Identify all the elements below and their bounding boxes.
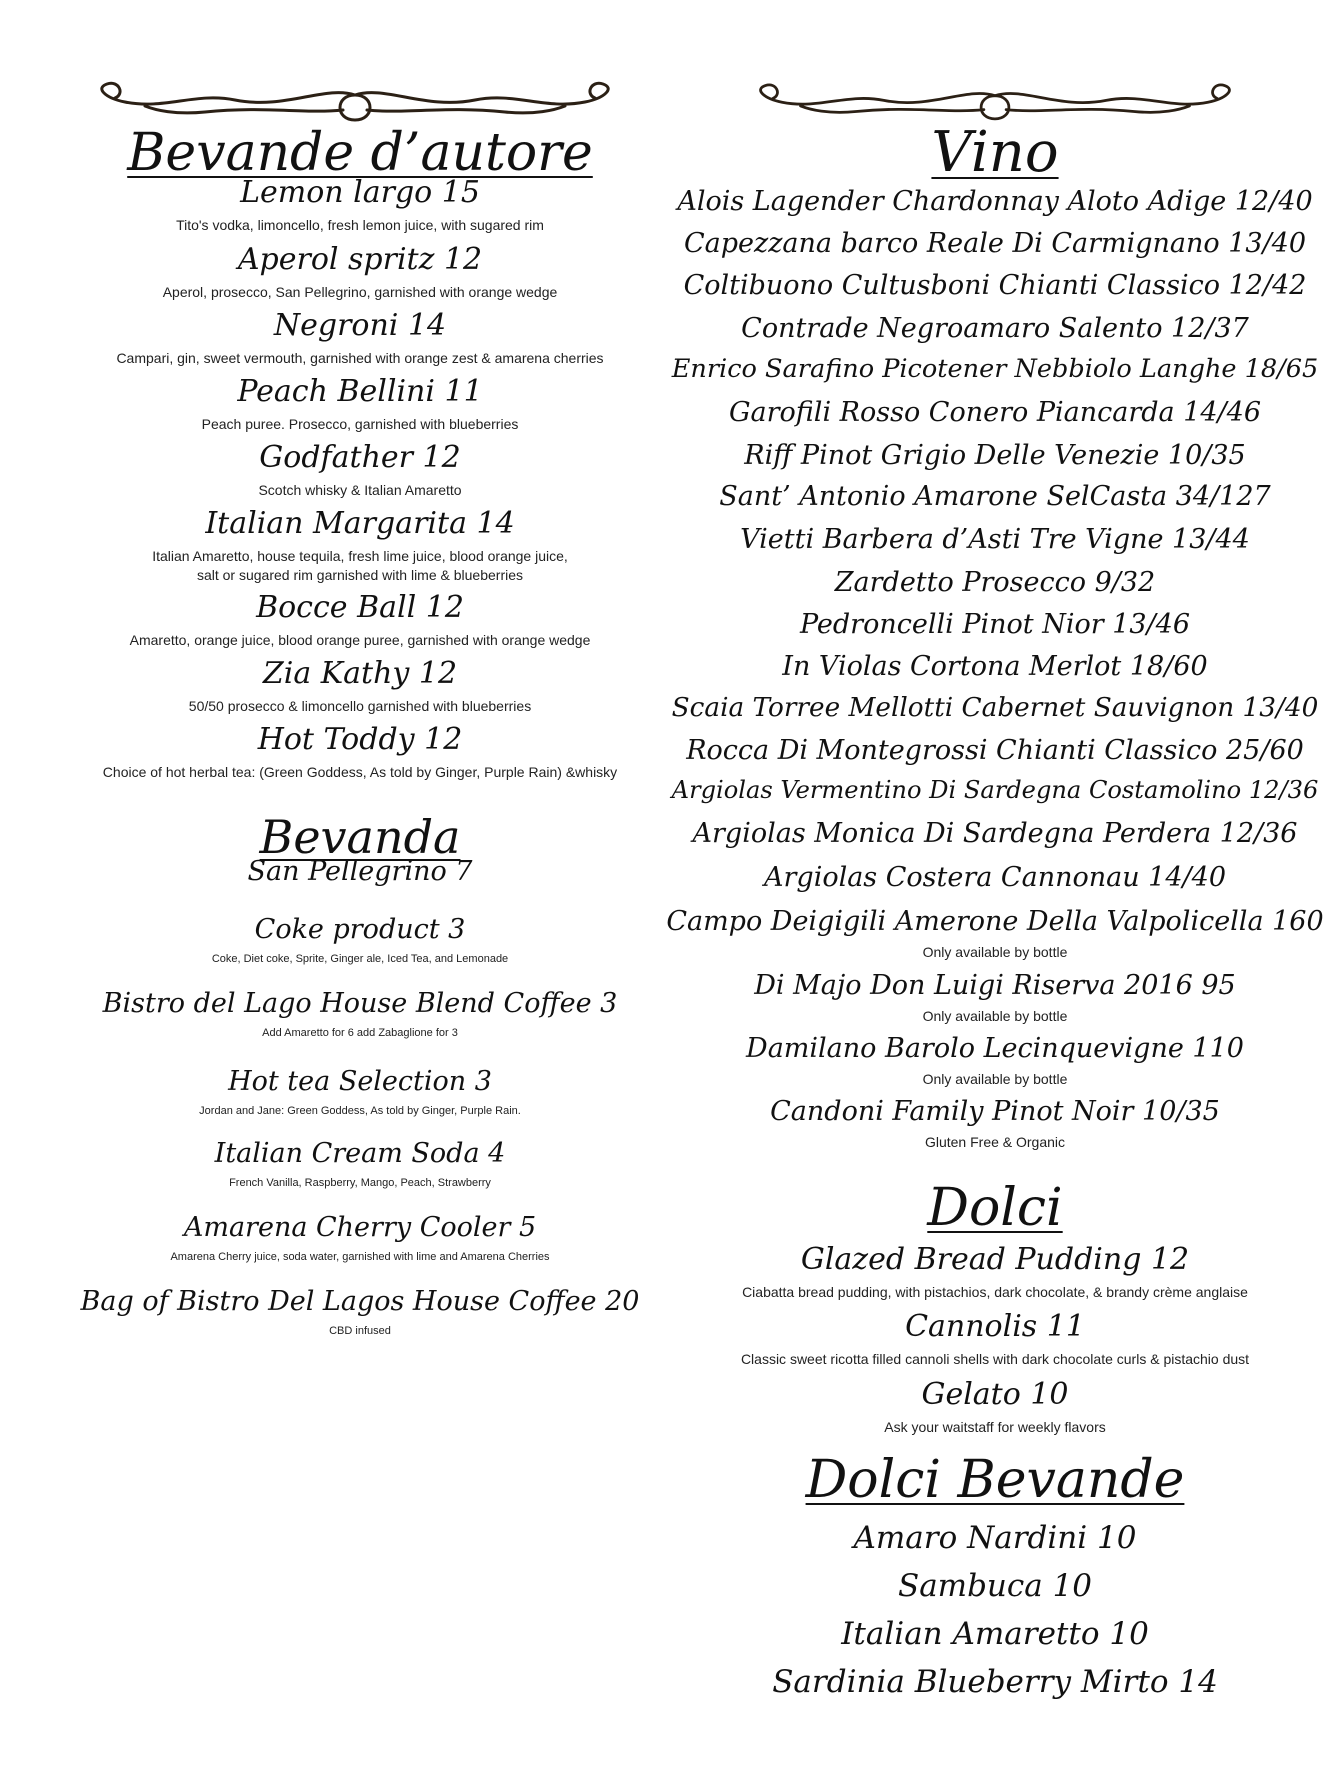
dessert-drink-name: Sardinia Blueberry Mirto 14 [772, 1664, 1218, 1700]
section-title-vino: Vino [931, 120, 1059, 185]
dessert-description: Ask your waitstaff for weekly flavors [884, 1419, 1106, 1435]
cocktail-name: Negroni 14 [273, 308, 447, 343]
beverage-description: Add Amaretto for 6 add Zabaglione for 3 [262, 1027, 458, 1039]
wine-name: Scaia Torree Mellotti Cabernet Sauvignon 13/40 [671, 693, 1319, 723]
cocktail-description: Aperol, prosecco, San Pellegrino, garnished with orange wedge [162, 284, 558, 300]
wine-name: Zardetto Prosecco 9/32 [834, 567, 1156, 598]
cocktail-description: 50/50 prosecco & limoncello garnished with blueberries [188, 698, 532, 714]
wine-note: Only available by bottle [922, 944, 1068, 960]
wine-name: Vietti Barbera d’Asti Tre Vigne 13/44 [740, 524, 1250, 555]
beverage-description: CBD infused [329, 1325, 391, 1337]
cocktail-description: Amaretto, orange juice, blood orange puree, garnished with orange wedge [129, 632, 591, 648]
section-title-dolci-bevande: Dolci Bevande [805, 1450, 1185, 1510]
beverage-name: San Pellegrino 7 [247, 856, 473, 887]
dessert-description: Classic sweet ricotta filled cannoli shells with dark chocolate curls & pistachio dust [740, 1351, 1250, 1367]
wine-note: Gluten Free & Organic [924, 1134, 1066, 1150]
wine-name: Damilano Barolo Lecinquevigne 110 [746, 1033, 1244, 1064]
wine-name: Capezzana barco Reale Di Carmignano 13/40 [683, 228, 1307, 259]
cocktail-name: Zia Kathy 12 [262, 656, 458, 691]
wine-name: In Violas Cortona Merlot 18/60 [782, 651, 1208, 682]
wine-name: Di Majo Don Luigi Riserva 2016 95 [754, 970, 1236, 1001]
cocktail-description: Italian Amaretto, house tequila, fresh lime juice, blood orange juice, [152, 548, 568, 564]
wine-note: Only available by bottle [922, 1071, 1068, 1087]
dessert-name: Gelato 10 [921, 1377, 1069, 1412]
cocktail-description: Choice of hot herbal tea: (Green Goddess, As told by Ginger, Purple Rain) &whisky [102, 764, 618, 780]
dessert-description: Ciabatta bread pudding, with pistachios, dark chocolate, & brandy crème anglaise [742, 1284, 1248, 1300]
cocktail-description: Scotch whisky & Italian Amaretto [258, 482, 462, 498]
dessert-drink-name: Italian Amaretto 10 [841, 1616, 1149, 1652]
beverage-name: Bistro del Lago House Blend Coffee 3 [102, 988, 618, 1019]
beverage-description: Coke, Diet coke, Sprite, Ginger ale, Iced Tea, and Lemonade [211, 953, 509, 965]
wine-name: Alois Lagender Chardonnay Aloto Adige 12/40 [677, 186, 1313, 217]
cocktail-name: Lemon largo 15 [240, 175, 480, 210]
beverage-description: Jordan and Jane: Green Goddess, As told by Ginger, Purple Rain. [199, 1105, 521, 1117]
wine-name: Argiolas Vermentino Di Sardegna Costamolino 12/36 [671, 776, 1319, 804]
wine-name: Enrico Sarafino Picotener Nebbiolo Langhe 18/65 [671, 354, 1319, 384]
wine-name: Argiolas Monica Di Sardegna Perdera 12/36 [692, 818, 1298, 849]
cocktail-name: Aperol spritz 12 [237, 242, 483, 277]
beverage-description: French Vanilla, Raspberry, Mango, Peach, Strawberry [229, 1177, 491, 1189]
section-title-bevanda: Bevanda [259, 810, 461, 864]
wine-name: Rocca Di Montegrossi Chianti Classico 25/60 [686, 735, 1304, 766]
section-title-bevande-dautore: Bevande d’autore [127, 123, 593, 183]
beverage-description: Amarena Cherry juice, soda water, garnished with lime and Amarena Cherries [170, 1251, 550, 1263]
wine-name: Pedroncelli Pinot Nior 13/46 [799, 609, 1191, 640]
wine-name: Sant’ Antonio Amarone SelCasta 34/127 [719, 481, 1271, 512]
wine-name: Candoni Family Pinot Noir 10/35 [770, 1096, 1220, 1127]
wine-name: Garofili Rosso Conero Piancarda 14/46 [728, 397, 1262, 428]
cocktail-name: Peach Bellini 11 [237, 374, 483, 409]
beverage-name: Italian Cream Soda 4 [214, 1138, 506, 1169]
wine-note: Only available by bottle [922, 1008, 1068, 1024]
cocktail-name: Hot Toddy 12 [257, 722, 463, 757]
dessert-name: Glazed Bread Pudding 12 [800, 1242, 1190, 1277]
beverage-name: Hot tea Selection 3 [228, 1066, 492, 1097]
wine-name: Contrade Negroamaro Salento 12/37 [741, 313, 1249, 344]
cocktail-description: Peach puree. Prosecco, garnished with blueberries [201, 416, 519, 432]
wine-name: Argiolas Costera Cannonau 14/40 [764, 862, 1226, 893]
wine-name: Riff Pinot Grigio Delle Venezie 10/35 [744, 440, 1246, 471]
cocktail-name: Italian Margarita 14 [205, 506, 515, 541]
dessert-drink-name: Sambuca 10 [897, 1568, 1093, 1604]
dessert-drink-name: Amaro Nardini 10 [853, 1520, 1137, 1556]
section-title-dolci: Dolci [927, 1178, 1063, 1238]
beverage-name: Amarena Cherry Cooler 5 [183, 1212, 537, 1243]
cocktail-name: Godfather 12 [259, 440, 461, 475]
wine-name: Coltibuono Cultusboni Chianti Classico 12/42 [683, 270, 1307, 301]
cocktail-name: Bocce Ball 12 [256, 590, 464, 625]
beverage-name: Coke product 3 [254, 914, 466, 945]
beverage-name: Bag of Bistro Del Lagos House Coffee 20 [80, 1286, 640, 1317]
cocktail-description: Campari, gin, sweet vermouth, garnished with orange zest & amarena cherries [116, 350, 604, 366]
cocktail-description: Tito's vodka, limoncello, fresh lemon juice, with sugared rim [176, 217, 544, 233]
dessert-name: Cannolis 11 [905, 1309, 1085, 1344]
cocktail-description: salt or sugared rim garnished with lime & blueberries [196, 567, 524, 583]
wine-name: Campo Deigigili Amerone Della Valpolicella 160 [666, 906, 1324, 937]
